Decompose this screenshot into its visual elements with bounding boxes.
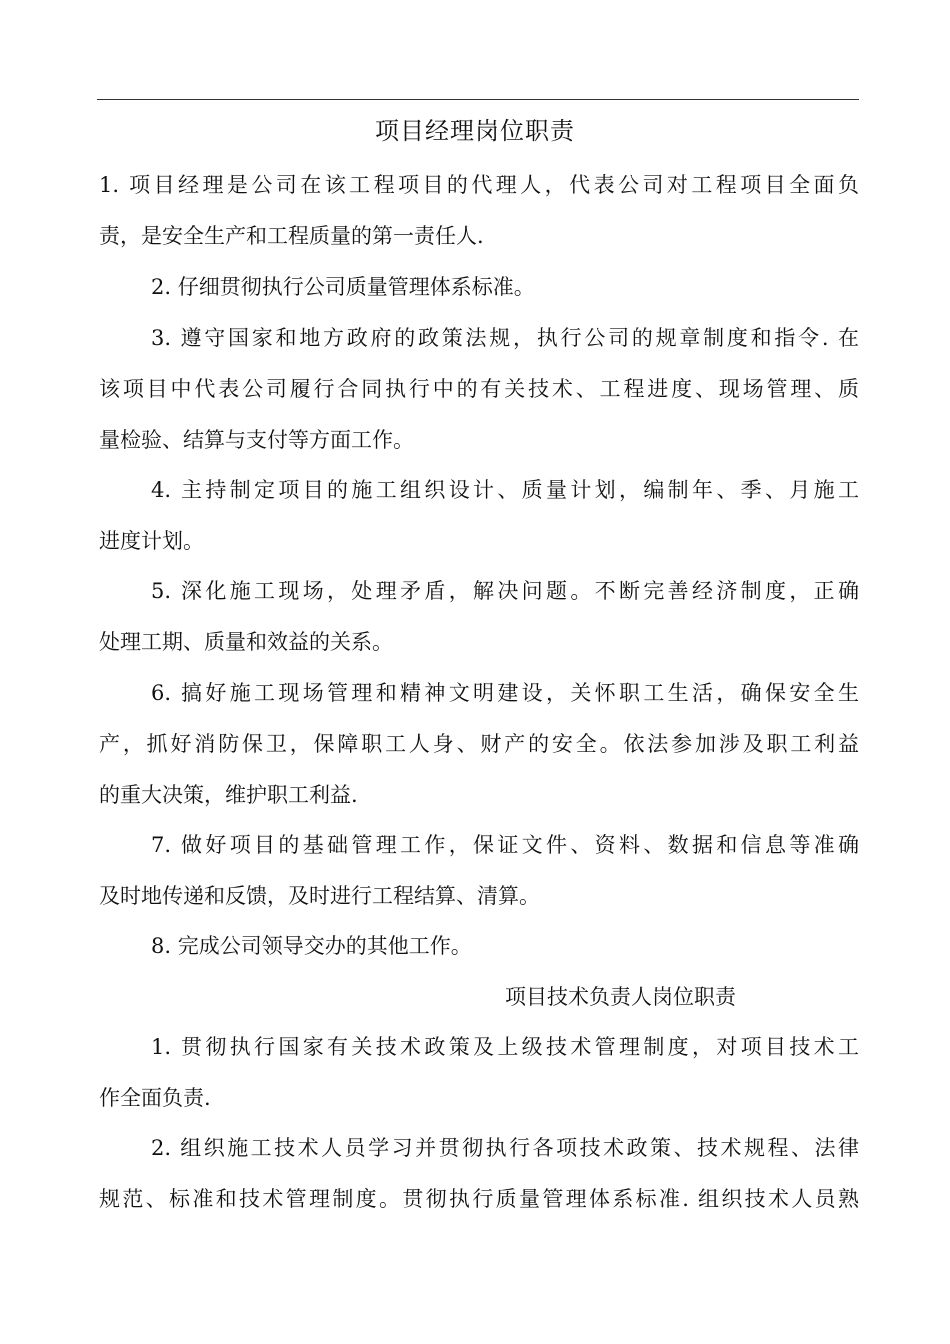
paragraph-line: 量检验、结算与支付等方面工作。 <box>99 428 414 452</box>
paragraph-line: 处理工期、质量和效益的关系。 <box>99 630 393 654</box>
tech-duty-2 <box>99 1123 859 1225</box>
manager-duty-5 <box>99 566 859 668</box>
paragraph-line: 4. 主持制定项目的施工组织设计、质量计划，编制年、季、月施工 <box>151 478 859 502</box>
page-title: 项目经理岗位职责 <box>375 117 575 145</box>
paragraph-line: 进度计划。 <box>99 529 204 553</box>
paragraph-line: 责，是安全生产和工程质量的第一责任人. <box>99 224 484 248</box>
tech-duty-1 <box>99 1022 859 1124</box>
paragraph-line: 作全面负责. <box>99 1086 211 1110</box>
paragraph-line: 1. 项目经理是公司在该工程项目的代理人，代表公司对工程项目全面负 <box>99 173 859 197</box>
paragraph-line: 该项目中代表公司履行合同执行中的有关技术、工程进度、现场管理、质 <box>99 377 859 401</box>
section-subtitle: 项目技术负责人岗位职责 <box>505 985 736 1009</box>
paragraph-line: 8. 完成公司领导交办的其他工作。 <box>151 934 472 958</box>
paragraph-line: 产，抓好消防保卫，保障职工人身、财产的安全。依法参加涉及职工利益 <box>99 732 859 756</box>
manager-duty-1 <box>99 160 859 262</box>
paragraph-line: 规范、标准和技术管理制度。贯彻执行质量管理体系标准. 组织技术人员熟 <box>99 1187 859 1211</box>
manager-duty-8 <box>99 921 859 972</box>
paragraph-line: 1. 贯彻执行国家有关技术政策及上级技术管理制度，对项目技术工 <box>151 1035 859 1059</box>
manager-duty-4 <box>99 465 859 567</box>
manager-duty-3 <box>99 313 859 466</box>
paragraph-line: 2. 仔细贯彻执行公司质量管理体系标准。 <box>151 275 535 299</box>
header-rule <box>97 99 859 100</box>
paragraph-line: 6. 搞好施工现场管理和精神文明建设，关怀职工生活，确保安全生 <box>151 681 859 705</box>
paragraph-line: 的重大决策，维护职工利益. <box>99 783 358 807</box>
manager-duty-7 <box>99 820 859 922</box>
paragraph-line: 3. 遵守国家和地方政府的政策法规，执行公司的规章制度和指令. 在 <box>151 326 859 350</box>
paragraph-line: 7. 做好项目的基础管理工作，保证文件、资料、数据和信息等准确 <box>151 833 859 857</box>
paragraph-line: 2. 组织施工技术人员学习并贯彻执行各项技术政策、技术规程、法律 <box>151 1136 859 1160</box>
manager-duty-6 <box>99 668 859 821</box>
manager-duty-2 <box>99 262 859 313</box>
paragraph-line: 5. 深化施工现场，处理矛盾，解决问题。不断完善经济制度，正确 <box>151 579 859 603</box>
paragraph-line: 及时地传递和反馈，及时进行工程结算、清算。 <box>99 884 540 908</box>
